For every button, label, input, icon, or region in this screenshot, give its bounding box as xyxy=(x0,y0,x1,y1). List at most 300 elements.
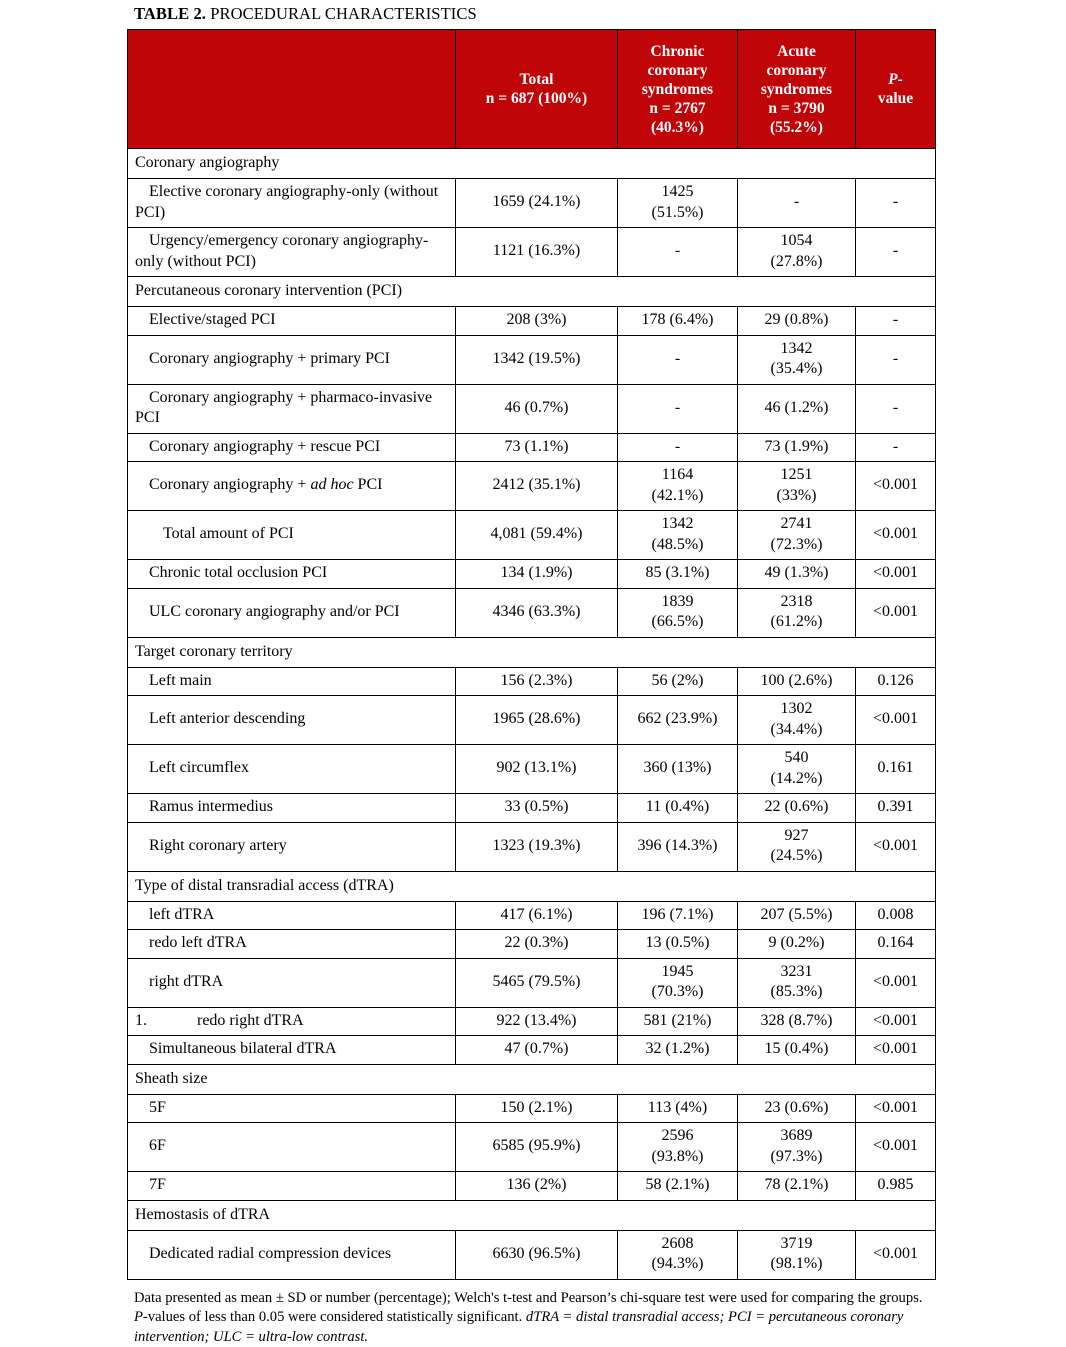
cell-p-value xyxy=(856,588,936,637)
row-label xyxy=(128,667,456,696)
cell-p-value-line: <0.001 xyxy=(858,524,933,545)
row-label-text: 6F xyxy=(135,1137,166,1154)
p-value-line2: value xyxy=(856,89,935,108)
cell-acute-coronary-syndromes-line: (34.4%) xyxy=(740,720,853,741)
cell-total xyxy=(456,588,618,637)
cell-chronic-coronary-syndromes-line: 360 (13%) xyxy=(620,758,735,779)
cell-p-value-line: <0.001 xyxy=(858,836,933,857)
cell-acute-coronary-syndromes xyxy=(738,1036,856,1065)
ccs-line1: Chronic xyxy=(618,42,737,61)
cell-acute-coronary-syndromes-line: (72.3%) xyxy=(740,535,853,556)
cell-chronic-coronary-syndromes-line: 58 (2.1%) xyxy=(620,1175,735,1196)
cell-acute-coronary-syndromes xyxy=(738,958,856,1007)
cell-total xyxy=(456,1094,618,1123)
cell-chronic-coronary-syndromes xyxy=(618,1123,738,1172)
cell-acute-coronary-syndromes xyxy=(738,307,856,336)
table-section-header-row xyxy=(128,1064,936,1094)
table-number: TABLE 2. xyxy=(134,4,206,23)
cell-acute-coronary-syndromes-line: 328 (8.7%) xyxy=(740,1011,853,1032)
cell-chronic-coronary-syndromes-line: - xyxy=(620,241,735,262)
row-label xyxy=(128,930,456,959)
cell-acute-coronary-syndromes-line: (27.8%) xyxy=(740,252,853,273)
cell-chronic-coronary-syndromes-line: 2608 xyxy=(620,1234,735,1255)
cell-acute-coronary-syndromes xyxy=(738,901,856,930)
cell-acute-coronary-syndromes xyxy=(738,433,856,462)
cell-total xyxy=(456,667,618,696)
column-header-p-value xyxy=(856,30,936,149)
cell-acute-coronary-syndromes-line: (14.2%) xyxy=(740,769,853,790)
table-row xyxy=(128,307,936,336)
cell-p-value xyxy=(856,1094,936,1123)
cell-chronic-coronary-syndromes xyxy=(618,307,738,336)
cell-acute-coronary-syndromes-line: 23 (0.6%) xyxy=(740,1098,853,1119)
cell-acute-coronary-syndromes xyxy=(738,588,856,637)
column-header-total xyxy=(456,30,618,149)
row-label xyxy=(128,1123,456,1172)
cell-chronic-coronary-syndromes xyxy=(618,794,738,823)
p-value-line1 xyxy=(856,70,935,89)
cell-chronic-coronary-syndromes-line: (70.3%) xyxy=(620,982,735,1003)
cell-total-line: 6630 (96.5%) xyxy=(458,1244,615,1265)
row-label-text: ULC coronary angiography and/or PCI xyxy=(135,603,400,620)
cell-chronic-coronary-syndromes xyxy=(618,433,738,462)
cell-p-value xyxy=(856,822,936,871)
cell-chronic-coronary-syndromes xyxy=(618,462,738,511)
cell-acute-coronary-syndromes xyxy=(738,822,856,871)
table-row xyxy=(128,384,936,433)
row-label xyxy=(128,1230,456,1279)
section-heading: Percutaneous coronary intervention (PCI) xyxy=(128,277,936,307)
cell-chronic-coronary-syndromes-line: 11 (0.4%) xyxy=(620,797,735,818)
row-label-text: Elective coronary angiography-only (without PCI) xyxy=(135,183,438,221)
cell-total xyxy=(456,560,618,589)
section-heading: Coronary angiography xyxy=(128,149,936,179)
row-label xyxy=(128,822,456,871)
cell-p-value xyxy=(856,511,936,560)
row-label-text: Left circumflex xyxy=(135,759,249,776)
cell-total-line: 1659 (24.1%) xyxy=(458,192,615,213)
cell-total xyxy=(456,307,618,336)
cell-total-line: 33 (0.5%) xyxy=(458,797,615,818)
cell-acute-coronary-syndromes xyxy=(738,560,856,589)
cell-total-line: 47 (0.7%) xyxy=(458,1039,615,1060)
procedural-characteristics-table xyxy=(127,29,936,1280)
cell-chronic-coronary-syndromes-line: 1164 xyxy=(620,465,735,486)
cell-chronic-coronary-syndromes xyxy=(618,1230,738,1279)
cell-chronic-coronary-syndromes xyxy=(618,696,738,745)
cell-chronic-coronary-syndromes-line: (48.5%) xyxy=(620,535,735,556)
cell-chronic-coronary-syndromes-line: - xyxy=(620,349,735,370)
row-label-text: Dedicated radial compression devices xyxy=(135,1245,391,1262)
row-label xyxy=(128,228,456,277)
cell-chronic-coronary-syndromes-line: (66.5%) xyxy=(620,612,735,633)
cell-total xyxy=(456,335,618,384)
cell-chronic-coronary-syndromes-line: 1839 xyxy=(620,592,735,613)
cell-chronic-coronary-syndromes-line: 85 (3.1%) xyxy=(620,563,735,584)
row-label xyxy=(128,696,456,745)
row-label xyxy=(128,462,456,511)
cell-p-value xyxy=(856,1036,936,1065)
cell-p-value-line: <0.001 xyxy=(858,1244,933,1265)
cell-chronic-coronary-syndromes-line: 1425 xyxy=(620,182,735,203)
cell-chronic-coronary-syndromes-line: (51.5%) xyxy=(620,203,735,224)
row-label-emphasis: ad hoc xyxy=(310,476,353,493)
table-row xyxy=(128,433,936,462)
cell-total-line: 136 (2%) xyxy=(458,1175,615,1196)
cell-p-value-line: <0.001 xyxy=(858,1039,933,1060)
table-row xyxy=(128,511,936,560)
row-label xyxy=(128,1094,456,1123)
cell-chronic-coronary-syndromes-line: 396 (14.3%) xyxy=(620,836,735,857)
row-label-text: Chronic total occlusion PCI xyxy=(135,564,327,581)
cell-chronic-coronary-syndromes xyxy=(618,511,738,560)
cell-p-value-line: 0.126 xyxy=(858,671,933,692)
cell-chronic-coronary-syndromes-line: 13 (0.5%) xyxy=(620,933,735,954)
cell-chronic-coronary-syndromes-line: 581 (21%) xyxy=(620,1011,735,1032)
table-row xyxy=(128,588,936,637)
ccs-line2: coronary xyxy=(618,61,737,80)
cell-total-line: 4,081 (59.4%) xyxy=(458,524,615,545)
cell-p-value-line: <0.001 xyxy=(858,475,933,496)
cell-acute-coronary-syndromes-line: 3719 xyxy=(740,1234,853,1255)
cell-total-line: 73 (1.1%) xyxy=(458,437,615,458)
cell-p-value xyxy=(856,667,936,696)
table-header-row xyxy=(128,30,936,149)
cell-chronic-coronary-syndromes-line: 178 (6.4%) xyxy=(620,310,735,331)
cell-acute-coronary-syndromes xyxy=(738,1123,856,1172)
table-title-text: PROCEDURAL CHARACTERISTICS xyxy=(206,4,477,23)
cell-acute-coronary-syndromes xyxy=(738,696,856,745)
table-row xyxy=(128,228,936,277)
cell-total-line: 1965 (28.6%) xyxy=(458,709,615,730)
cell-chronic-coronary-syndromes xyxy=(618,335,738,384)
row-label-text: Coronary angiography + pharmaco-invasive PCI xyxy=(135,389,432,427)
footnote-abbreviations: dTRA = distal transradial access; PCI = percutaneous coronary intervention; ULC = ultra-low contrast. xyxy=(134,1309,903,1345)
cell-acute-coronary-syndromes xyxy=(738,1172,856,1201)
cell-chronic-coronary-syndromes-line: 196 (7.1%) xyxy=(620,905,735,926)
table-row xyxy=(128,179,936,228)
page-title xyxy=(134,4,935,24)
cell-p-value-line: 0.391 xyxy=(858,797,933,818)
cell-p-value-line: - xyxy=(858,192,933,213)
row-label-text: redo left dTRA xyxy=(135,934,247,951)
table-body xyxy=(128,149,936,1280)
cell-acute-coronary-syndromes xyxy=(738,794,856,823)
cell-p-value xyxy=(856,462,936,511)
cell-acute-coronary-syndromes-line: 1251 xyxy=(740,465,853,486)
cell-acute-coronary-syndromes xyxy=(738,384,856,433)
cell-acute-coronary-syndromes-line: (61.2%) xyxy=(740,612,853,633)
cell-total-line: 22 (0.3%) xyxy=(458,933,615,954)
cell-p-value-line: - xyxy=(858,310,933,331)
cell-total xyxy=(456,745,618,794)
cell-chronic-coronary-syndromes xyxy=(618,560,738,589)
row-label xyxy=(128,794,456,823)
row-label xyxy=(128,384,456,433)
cell-acute-coronary-syndromes-line: 2741 xyxy=(740,514,853,535)
table-row xyxy=(128,667,936,696)
table-row xyxy=(128,1123,936,1172)
cell-acute-coronary-syndromes-line: 2318 xyxy=(740,592,853,613)
footnote-p-italic: P xyxy=(134,1309,143,1325)
cell-total-line: 1323 (19.3%) xyxy=(458,836,615,857)
cell-p-value xyxy=(856,1007,936,1036)
table-footnote xyxy=(134,1289,934,1347)
row-label-text: Coronary angiography + rescue PCI xyxy=(135,438,380,455)
cell-p-value-line: <0.001 xyxy=(858,1011,933,1032)
cell-acute-coronary-syndromes-line: (24.5%) xyxy=(740,846,853,867)
row-label-text: 1. redo right dTRA xyxy=(135,1012,304,1029)
cell-acute-coronary-syndromes xyxy=(738,667,856,696)
row-label-text: Simultaneous bilateral dTRA xyxy=(135,1040,337,1057)
cell-total-line: 922 (13.4%) xyxy=(458,1011,615,1032)
cell-p-value xyxy=(856,1172,936,1201)
cell-p-value-line: - xyxy=(858,398,933,419)
cell-total-line: 1121 (16.3%) xyxy=(458,241,615,262)
cell-chronic-coronary-syndromes-line: 56 (2%) xyxy=(620,671,735,692)
row-label-text: 5F xyxy=(135,1099,166,1116)
row-label xyxy=(128,1007,456,1036)
acs-line5: (55.2%) xyxy=(738,118,855,137)
cell-chronic-coronary-syndromes xyxy=(618,1094,738,1123)
cell-p-value-line: - xyxy=(858,437,933,458)
cell-chronic-coronary-syndromes xyxy=(618,822,738,871)
ccs-line4: n = 2767 xyxy=(618,99,737,118)
cell-p-value xyxy=(856,958,936,1007)
cell-acute-coronary-syndromes xyxy=(738,462,856,511)
table-row xyxy=(128,958,936,1007)
cell-chronic-coronary-syndromes-line: (94.3%) xyxy=(620,1254,735,1275)
column-header-acute-coronary-syndromes xyxy=(738,30,856,149)
cell-chronic-coronary-syndromes-line: - xyxy=(620,398,735,419)
column-header-chronic-coronary-syndromes xyxy=(618,30,738,149)
row-label xyxy=(128,1172,456,1201)
cell-acute-coronary-syndromes-line: - xyxy=(740,192,853,213)
cell-p-value xyxy=(856,1230,936,1279)
list-number: 1. xyxy=(135,1011,197,1032)
cell-total-line: 902 (13.1%) xyxy=(458,758,615,779)
cell-p-value xyxy=(856,384,936,433)
cell-chronic-coronary-syndromes-line: - xyxy=(620,437,735,458)
acs-line2: coronary xyxy=(738,61,855,80)
cell-acute-coronary-syndromes-line: 9 (0.2%) xyxy=(740,933,853,954)
row-label-text: Left main xyxy=(135,672,212,689)
cell-acute-coronary-syndromes-line: 1054 xyxy=(740,231,853,252)
cell-acute-coronary-syndromes-line: 1342 xyxy=(740,339,853,360)
cell-p-value-line: <0.001 xyxy=(858,972,933,993)
cell-total xyxy=(456,930,618,959)
cell-acute-coronary-syndromes-line: 78 (2.1%) xyxy=(740,1175,853,1196)
cell-p-value-line: 0.164 xyxy=(858,933,933,954)
cell-total xyxy=(456,1123,618,1172)
acs-line3: syndromes xyxy=(738,80,855,99)
table-row xyxy=(128,1094,936,1123)
row-label-text: left dTRA xyxy=(135,906,214,923)
row-label xyxy=(128,335,456,384)
cell-total xyxy=(456,794,618,823)
cell-p-value xyxy=(856,745,936,794)
cell-acute-coronary-syndromes-line: 29 (0.8%) xyxy=(740,310,853,331)
section-heading: Sheath size xyxy=(128,1064,936,1094)
cell-acute-coronary-syndromes-line: 49 (1.3%) xyxy=(740,563,853,584)
cell-total xyxy=(456,462,618,511)
cell-acute-coronary-syndromes-line: 3231 xyxy=(740,962,853,983)
cell-acute-coronary-syndromes-line: (97.3%) xyxy=(740,1147,853,1168)
row-label xyxy=(128,179,456,228)
cell-chronic-coronary-syndromes xyxy=(618,384,738,433)
row-label-text: Total amount of PCI xyxy=(135,525,294,542)
cell-p-value xyxy=(856,179,936,228)
cell-total-line: 6585 (95.9%) xyxy=(458,1136,615,1157)
table-row xyxy=(128,1007,936,1036)
table-row xyxy=(128,560,936,589)
cell-total-line: 46 (0.7%) xyxy=(458,398,615,419)
cell-p-value xyxy=(856,794,936,823)
cell-acute-coronary-syndromes-line: 927 xyxy=(740,826,853,847)
cell-p-value-line: <0.001 xyxy=(858,563,933,584)
row-label-text: Ramus intermedius xyxy=(135,798,273,815)
cell-acute-coronary-syndromes-line: (35.4%) xyxy=(740,359,853,380)
cell-total-line: 4346 (63.3%) xyxy=(458,602,615,623)
row-label xyxy=(128,560,456,589)
cell-acute-coronary-syndromes xyxy=(738,228,856,277)
section-heading: Hemostasis of dTRA xyxy=(128,1200,936,1230)
cell-p-value-line: - xyxy=(858,349,933,370)
row-label xyxy=(128,745,456,794)
cell-acute-coronary-syndromes xyxy=(738,745,856,794)
ccs-line5: (40.3%) xyxy=(618,118,737,137)
cell-p-value xyxy=(856,696,936,745)
row-label xyxy=(128,958,456,1007)
cell-p-value-line: - xyxy=(858,241,933,262)
cell-total xyxy=(456,1007,618,1036)
cell-chronic-coronary-syndromes xyxy=(618,1172,738,1201)
row-label xyxy=(128,307,456,336)
cell-acute-coronary-syndromes xyxy=(738,930,856,959)
cell-acute-coronary-syndromes-line: 100 (2.6%) xyxy=(740,671,853,692)
table-section-header-row xyxy=(128,1200,936,1230)
cell-p-value-line: <0.001 xyxy=(858,1098,933,1119)
table-row xyxy=(128,1172,936,1201)
cell-total-line: 134 (1.9%) xyxy=(458,563,615,584)
cell-acute-coronary-syndromes xyxy=(738,335,856,384)
cell-chronic-coronary-syndromes-line: 113 (4%) xyxy=(620,1098,735,1119)
row-label-text: Elective/staged PCI xyxy=(135,311,276,328)
acs-line4: n = 3790 xyxy=(738,99,855,118)
cell-total xyxy=(456,228,618,277)
cell-chronic-coronary-syndromes-line: (93.8%) xyxy=(620,1147,735,1168)
cell-p-value xyxy=(856,335,936,384)
row-label-text: Coronary angiography + primary PCI xyxy=(135,350,390,367)
cell-total-line: 156 (2.3%) xyxy=(458,671,615,692)
table-section-header-row xyxy=(128,871,936,901)
cell-total xyxy=(456,511,618,560)
row-label xyxy=(128,588,456,637)
table-section-header-row xyxy=(128,149,936,179)
cell-p-value-line: 0.985 xyxy=(858,1175,933,1196)
row-label-text: Urgency/emergency coronary angiography-only (without PCI) xyxy=(135,232,428,270)
row-label-text: Coronary angiography + ad hoc PCI xyxy=(135,476,382,493)
cell-chronic-coronary-syndromes-line: 662 (23.9%) xyxy=(620,709,735,730)
p-italic: P xyxy=(888,71,897,88)
table-row xyxy=(128,335,936,384)
cell-acute-coronary-syndromes-line: 22 (0.6%) xyxy=(740,797,853,818)
column-header-total-line1: Total xyxy=(456,70,617,89)
cell-acute-coronary-syndromes xyxy=(738,1007,856,1036)
section-heading: Type of distal transradial access (dTRA) xyxy=(128,871,936,901)
cell-acute-coronary-syndromes-line: 73 (1.9%) xyxy=(740,437,853,458)
cell-total-line: 417 (6.1%) xyxy=(458,905,615,926)
column-header-blank xyxy=(128,30,456,149)
cell-p-value xyxy=(856,433,936,462)
cell-total-line: 208 (3%) xyxy=(458,310,615,331)
ccs-line3: syndromes xyxy=(618,80,737,99)
cell-p-value-line: <0.001 xyxy=(858,1136,933,1157)
cell-chronic-coronary-syndromes-line: 1342 xyxy=(620,514,735,535)
cell-chronic-coronary-syndromes-line: 1945 xyxy=(620,962,735,983)
cell-chronic-coronary-syndromes xyxy=(618,930,738,959)
cell-total xyxy=(456,822,618,871)
cell-chronic-coronary-syndromes xyxy=(618,1036,738,1065)
cell-p-value-line: <0.001 xyxy=(858,602,933,623)
footnote-part2: -values of less than 0.05 were considered statistically significant. xyxy=(143,1309,526,1325)
acs-line1: Acute xyxy=(738,42,855,61)
cell-acute-coronary-syndromes-line: 540 xyxy=(740,748,853,769)
cell-acute-coronary-syndromes-line: 3689 xyxy=(740,1126,853,1147)
cell-total xyxy=(456,433,618,462)
cell-p-value xyxy=(856,930,936,959)
row-label xyxy=(128,1036,456,1065)
cell-acute-coronary-syndromes-line: (85.3%) xyxy=(740,982,853,1003)
row-label-text: right dTRA xyxy=(135,973,223,990)
table-row xyxy=(128,822,936,871)
cell-p-value xyxy=(856,307,936,336)
cell-total-line: 5465 (79.5%) xyxy=(458,972,615,993)
cell-p-value xyxy=(856,1123,936,1172)
cell-p-value-line: 0.008 xyxy=(858,905,933,926)
row-label xyxy=(128,511,456,560)
section-heading: Target coronary territory xyxy=(128,637,936,667)
table-row xyxy=(128,930,936,959)
cell-chronic-coronary-syndromes-line: 32 (1.2%) xyxy=(620,1039,735,1060)
row-label xyxy=(128,433,456,462)
cell-chronic-coronary-syndromes xyxy=(618,228,738,277)
table-row xyxy=(128,462,936,511)
cell-acute-coronary-syndromes xyxy=(738,179,856,228)
table-row xyxy=(128,1230,936,1279)
cell-acute-coronary-syndromes-line: 15 (0.4%) xyxy=(740,1039,853,1060)
cell-chronic-coronary-syndromes-line: 2596 xyxy=(620,1126,735,1147)
row-label-text: Left anterior descending xyxy=(135,710,305,727)
cell-acute-coronary-syndromes-line: (98.1%) xyxy=(740,1254,853,1275)
cell-total xyxy=(456,1172,618,1201)
cell-chronic-coronary-syndromes xyxy=(618,179,738,228)
cell-total xyxy=(456,179,618,228)
cell-total xyxy=(456,384,618,433)
cell-acute-coronary-syndromes xyxy=(738,511,856,560)
row-label-text: 7F xyxy=(135,1176,166,1193)
cell-acute-coronary-syndromes-line: (33%) xyxy=(740,486,853,507)
cell-chronic-coronary-syndromes xyxy=(618,901,738,930)
table-section-header-row xyxy=(128,637,936,667)
cell-total-line: 2412 (35.1%) xyxy=(458,475,615,496)
table-row xyxy=(128,696,936,745)
cell-acute-coronary-syndromes xyxy=(738,1230,856,1279)
cell-chronic-coronary-syndromes xyxy=(618,745,738,794)
table-row xyxy=(128,745,936,794)
cell-p-value xyxy=(856,560,936,589)
cell-chronic-coronary-syndromes xyxy=(618,588,738,637)
